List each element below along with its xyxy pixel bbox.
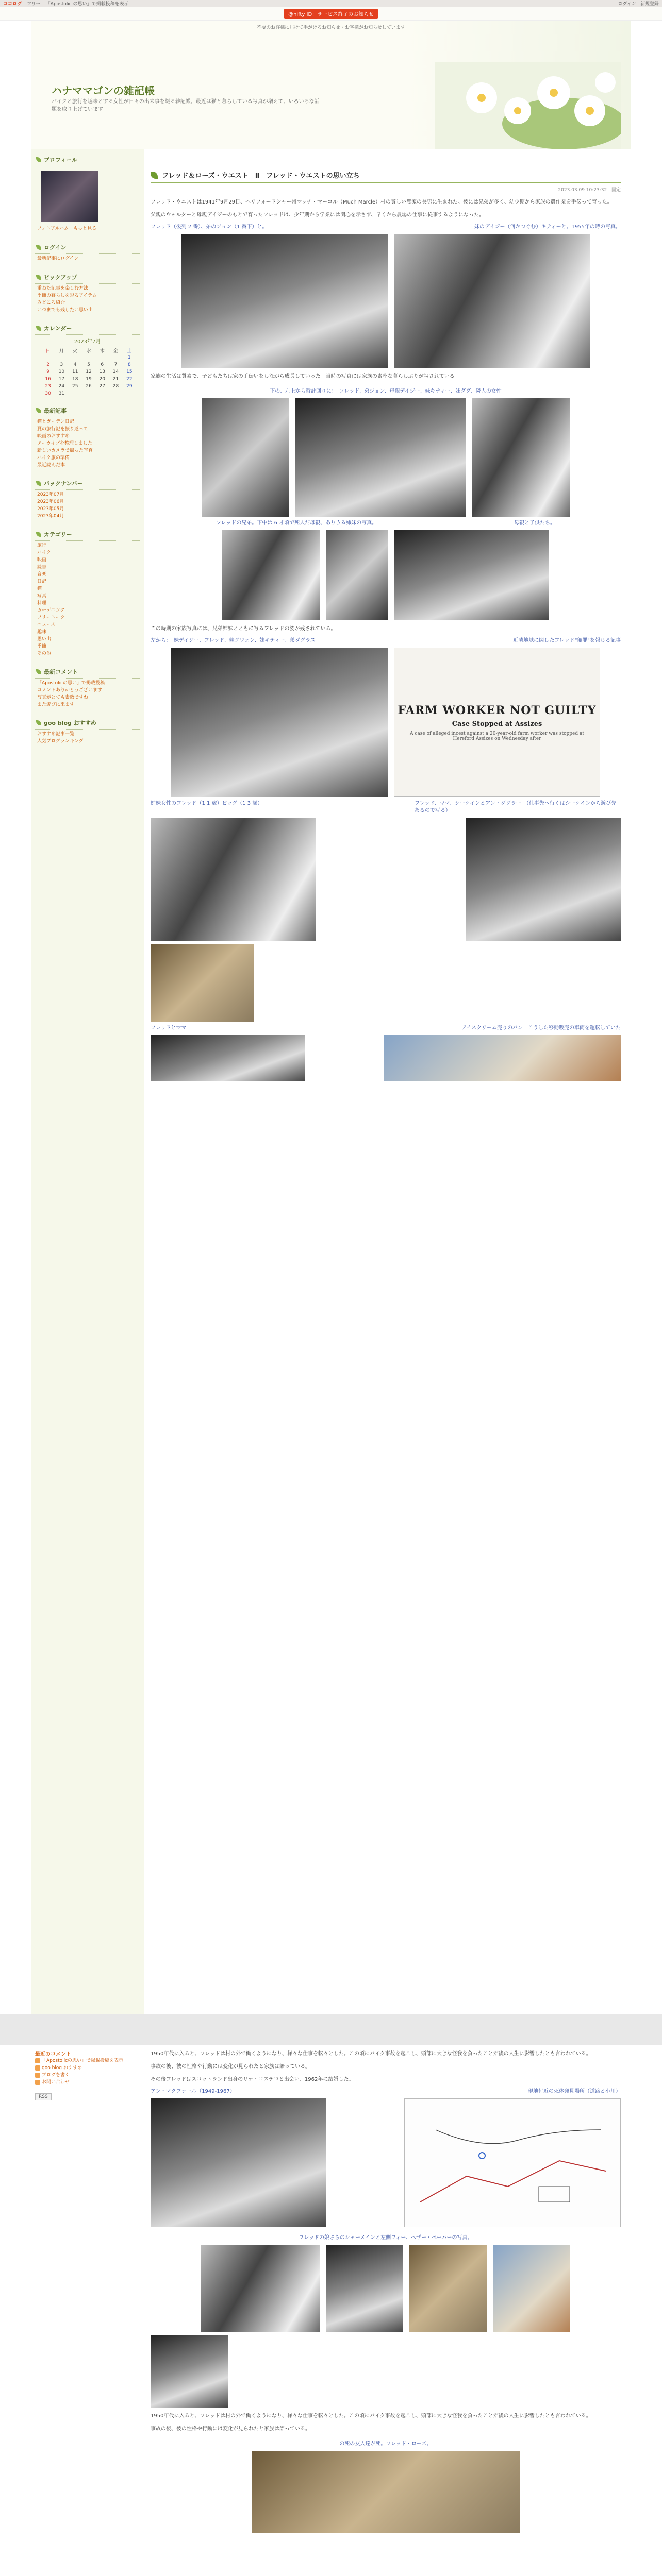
goo-item[interactable]: おすすめ記事一覧 — [37, 732, 75, 737]
photo-caption: アン・マクファール（1949-1967） — [151, 2089, 235, 2094]
lower-link[interactable]: ブログを書く — [35, 2072, 140, 2079]
family-photo[interactable] — [171, 648, 388, 797]
comment-item[interactable]: コメントありがとうございます — [37, 688, 103, 693]
calendar-day — [82, 390, 95, 397]
family-photo[interactable] — [466, 818, 621, 941]
calendar-day: 4 — [73, 362, 77, 367]
photo-row — [151, 944, 621, 1022]
topbar-item[interactable]: 「Apostolic の思い」で掲載投稿を表示 — [45, 2, 129, 7]
family-photo[interactable] — [252, 2451, 520, 2533]
calendar-day — [69, 390, 82, 397]
post-paragraph: 家族の生活は質素で、子どもたちは家の手伝いをしながら成長していった。当時の写真には家族の素朴な暮らしぶりが写されている。 — [151, 374, 460, 379]
calendar-day — [55, 354, 68, 361]
photo-caption: 下の、左上から時計回りに： フレッド、弟ジョン、母親デイジー、妹キティー、妹ダグ、隣人の女性 — [270, 388, 502, 394]
category-item[interactable]: 料理 — [37, 601, 47, 606]
recent-item[interactable]: 映画のおすすめ — [37, 434, 70, 439]
weekday: 金 — [113, 348, 119, 354]
main-content — [151, 149, 621, 1084]
comment-item[interactable]: 写真がとても素敵ですね — [37, 695, 89, 700]
calendar-day: 14 — [112, 369, 119, 375]
leaf-icon — [36, 157, 41, 162]
leaf-icon — [36, 669, 41, 674]
signup-link[interactable]: 新規登録 — [640, 2, 659, 7]
category-item[interactable]: 音楽 — [37, 572, 47, 577]
family-photo[interactable] — [181, 234, 388, 368]
backnumber-item[interactable]: 2023年06月 — [37, 499, 64, 504]
recent-item[interactable]: 夏の旅行記を振り返って — [37, 427, 89, 432]
post-paragraph: この時期の家族写真には、兄弟姉妹とともに写るフレッドの姿が残されている。 — [151, 626, 336, 632]
calendar-day: 28 — [112, 384, 119, 389]
category-item[interactable]: 日記 — [37, 579, 47, 584]
photo-row — [151, 800, 621, 815]
calendar-day: 27 — [99, 384, 105, 389]
blog-header — [31, 21, 631, 149]
calendar-day: 18 — [72, 377, 78, 382]
leaf-icon — [151, 172, 158, 179]
calendar-month: 2023年7月 — [74, 339, 101, 345]
calendar-day — [69, 354, 82, 361]
comment-item[interactable]: また遊びに来ます — [37, 702, 75, 707]
leaf-icon — [36, 245, 41, 250]
leaf-icon — [36, 532, 41, 537]
calendar-day: 5 — [87, 362, 90, 367]
weekday: 月 — [59, 348, 64, 354]
photo-row — [151, 2088, 621, 2095]
site-logo[interactable]: ココログ — [3, 2, 22, 7]
post-meta: 2023.03.09 10:23:32 | 固定 — [558, 188, 621, 193]
notice-button[interactable]: @nifty ID：サービス終了のお知らせ — [284, 9, 378, 19]
comment-item[interactable]: 「Apostolicの思い」で掲載投稿 — [37, 681, 105, 686]
lower-link[interactable]: goo blog おすすめ — [35, 2064, 140, 2072]
photo-row — [151, 2451, 621, 2533]
post-paragraph: 父親のウォルターと母親デイジーのもとで育ったフレッドは、少年期から学業には関心を示さず、早くから農場の仕事に従事するようになった。 — [151, 212, 485, 218]
recent-section — [35, 404, 140, 470]
category-item[interactable]: バイク — [37, 550, 51, 555]
lower-comments — [35, 2049, 140, 2086]
backnumber-heading: バックナンバー — [35, 477, 140, 490]
comments-section — [35, 666, 140, 709]
pick-item[interactable]: 重ねた記事を楽しむ方法 — [37, 286, 89, 291]
family-photo[interactable] — [151, 944, 254, 1022]
child-photo[interactable] — [151, 2335, 228, 2408]
calendar-day: 9 — [46, 369, 49, 375]
login-link[interactable]: ログイン — [618, 2, 636, 7]
screenshot-divider — [0, 2014, 662, 2045]
profile-section: プロフィール フォトアルバム | もっと見る — [35, 154, 140, 234]
header-flower-image — [435, 62, 621, 149]
category-item[interactable]: フリートーク — [37, 615, 65, 620]
blog-title[interactable]: ハナママゴンの雑記帳 — [52, 84, 155, 97]
weekday: 火 — [73, 348, 78, 354]
photo-caption: の死の友人達が死。フレッド・ローズ。 — [339, 2441, 432, 2447]
category-item[interactable]: ニュース — [37, 622, 56, 628]
calendar-day: 25 — [72, 384, 78, 389]
sidebar — [31, 149, 144, 2014]
calendar-day: 3 — [60, 362, 63, 367]
comment-icon — [35, 2065, 40, 2071]
photo-caption: 近隣地域に関したフレッド"無罪"を報じる記事 — [513, 638, 621, 643]
weekday: 土 — [127, 348, 132, 354]
page — [0, 21, 662, 2576]
comment-icon — [35, 2073, 40, 2078]
calendar-day: 1 — [127, 355, 131, 360]
calendar-day — [41, 354, 55, 361]
photo-caption: 妹のデイジー（何かつぐむ）キティーと。1955年の時の写真。 — [474, 224, 621, 230]
calendar-day — [95, 390, 109, 397]
rss-button[interactable]: RSS — [35, 2093, 52, 2100]
calendar-day: 23 — [45, 384, 51, 389]
family-photo[interactable] — [394, 234, 590, 368]
family-photo[interactable] — [151, 1035, 305, 1081]
pick-item[interactable]: みどころ紹介 — [37, 300, 65, 306]
category-item[interactable]: 映画 — [37, 557, 47, 563]
family-photo[interactable] — [295, 398, 466, 517]
calendar-day: 16 — [45, 377, 51, 382]
calendar-day: 10 — [58, 369, 65, 375]
leaf-icon — [36, 326, 41, 331]
notice-bar — [0, 7, 662, 21]
blog-description: バイクと旅行を趣味とする女性が日々の出来事を綴る雑記帳。最近は猫と暮らしている写真が増えて、いろいろな話題を取り上げています — [52, 99, 320, 112]
calendar-day: 12 — [86, 369, 92, 375]
leaf-icon — [36, 720, 41, 725]
calendar-day — [123, 390, 136, 397]
backnumber-item[interactable]: 2023年05月 — [37, 506, 64, 512]
login-section — [35, 241, 140, 264]
post-paragraph: フレッド・ウエストは1941年9月29日、ヘリフォードシャー州マッチ・マーコル（Much Marcle）村の貧しい農家の長男に生まれた。彼には兄弟が多く、幼少期から家族の農作業を手伝って育った。 — [151, 199, 613, 205]
top-bar — [0, 0, 662, 7]
weekday: 日 — [45, 348, 51, 354]
family-photo[interactable] — [151, 818, 316, 941]
lower-main — [151, 2045, 621, 2536]
categories-section — [35, 528, 140, 658]
photo-row — [151, 234, 621, 368]
category-item[interactable]: 写真 — [37, 594, 47, 599]
topbar-item[interactable]: フリー — [27, 2, 41, 7]
weekday: 水 — [86, 348, 91, 354]
lower-link[interactable]: 「Apostolicの思い」で掲載投稿を表示 — [35, 2057, 140, 2064]
recent-item[interactable]: バイク旅の準備 — [37, 455, 70, 461]
post-paragraph: 1950年代に入ると、フレッドは村の外で働くようになり、様々な仕事を転々とした。この頃にバイク事故を起こし、頭部に大きな怪我を負ったことが後の人生に影響したとも言われている。 — [151, 2051, 591, 2057]
profile-image[interactable] — [41, 171, 98, 222]
category-item[interactable]: 猫 — [37, 586, 42, 591]
post-paragraph: その後フレッドはスコットランド出身のリナ・コステロと出会い、1962年に結婚した。 — [151, 2077, 354, 2082]
calendar-day: 6 — [101, 362, 104, 367]
photo-caption: フレッド、ママ、シーケインとアン・ダグラー （仕事先へ行くはシーケインから遊び先あるので写る） — [415, 801, 617, 814]
calendar-day: 30 — [45, 391, 51, 396]
photo-row — [151, 530, 621, 620]
news-clipping-image[interactable] — [394, 648, 600, 797]
anne-photo[interactable] — [151, 2098, 326, 2227]
photo-caption: フレッドの娘さらのシャーメインと左側フィー、ヘザー・ペーパーの写真。 — [299, 2235, 473, 2241]
lower-link[interactable]: お問い合わせ — [35, 2079, 140, 2086]
backnumber-item[interactable]: 2023年07月 — [37, 492, 64, 497]
calendar-day: 19 — [86, 377, 92, 382]
goo-item[interactable]: 人気ブログランキング — [37, 739, 84, 744]
lower-comments-heading: 最近のコメント — [35, 2052, 71, 2057]
photo-caption: フレッドの兄弟。下中は 6 才頃で死人だ母親、ありうる姉妹の写真。 — [216, 520, 377, 526]
calendar-day — [82, 354, 95, 361]
calendar-heading: カレンダー — [35, 322, 140, 335]
news-subhead: Case Stopped at Assizes — [452, 720, 542, 728]
picks-section — [35, 271, 140, 315]
backnumber-item[interactable]: 2023年04月 — [37, 514, 64, 519]
category-item[interactable]: その他 — [37, 651, 52, 656]
news-headline: FARM WORKER NOT GUILTY — [398, 703, 597, 717]
calendar-day: 21 — [112, 377, 119, 382]
family-photo[interactable] — [202, 398, 289, 517]
goo-section — [35, 717, 140, 746]
photo-caption: 現地付近の死体発見場所（道路と小川） — [528, 2089, 621, 2094]
calendar-day: 11 — [72, 369, 78, 375]
photo-row — [151, 520, 621, 527]
comments-heading: 最新コメント — [35, 666, 140, 679]
calendar-day: 22 — [126, 377, 133, 382]
weekday: 木 — [100, 348, 105, 354]
pick-item[interactable]: いつまでも残したい思い出 — [37, 308, 93, 313]
categories-heading: カテゴリー — [35, 528, 140, 541]
lower-section — [31, 2045, 631, 2576]
calendar-day: 7 — [114, 362, 118, 367]
calendar-table — [41, 347, 136, 397]
child-photo[interactable] — [201, 2245, 320, 2332]
more-link[interactable]: もっと見る — [73, 226, 97, 231]
photo-caption: アイスクリーム売りのバン こうした移動販売の車両を運転していた — [461, 1025, 621, 1031]
pick-item[interactable]: 季節の暮らしを彩るアイテム — [37, 293, 97, 298]
photo-row — [151, 2335, 621, 2408]
family-photo[interactable] — [472, 398, 570, 517]
photo-row — [151, 2098, 621, 2227]
leaf-icon — [36, 275, 41, 280]
calendar-day — [109, 354, 122, 361]
photo-row — [151, 637, 621, 645]
calendar-day — [95, 354, 109, 361]
calendar-day: 24 — [58, 384, 65, 389]
category-item[interactable]: 趣味 — [37, 630, 47, 635]
calendar-day: 8 — [127, 362, 131, 367]
calendar-day: 31 — [58, 391, 65, 396]
category-item[interactable]: 季節 — [37, 644, 47, 649]
map-drawing — [405, 2099, 621, 2228]
lower-sidebar — [31, 2045, 144, 2293]
photo-caption: 母親と子供たち。 — [514, 520, 556, 526]
post-header — [151, 170, 621, 183]
picks-heading: ピックアップ — [35, 271, 140, 284]
photo-row — [151, 818, 621, 941]
map-image[interactable] — [404, 2098, 621, 2227]
photo-caption: フレッドとママ — [151, 1025, 187, 1031]
category-item[interactable]: ガーデニング — [37, 608, 65, 613]
photo-caption: 姉妹女性のフレッド（1 1 歳）ビッグ（1 3 歳） — [151, 801, 263, 806]
post-paragraph: 事故の後、彼の性格や行動には変化が見られたと家族は語っている。 — [151, 2426, 310, 2432]
calendar-day: 26 — [86, 384, 92, 389]
photo-row — [151, 648, 621, 797]
goo-heading: goo blog おすすめ — [35, 717, 140, 730]
photo-caption: 左から： 妹デイジー、フレッド、妹グウェン、妹キティー、弟ダグラス — [151, 638, 316, 643]
login-heading: ログイン — [35, 241, 140, 254]
news-text: A case of alleged incest against a 20-year-old farm worker was stopped at Hereford Assizes on Wednesday after — [410, 731, 584, 741]
recent-item[interactable]: アーカイブを整理しました — [37, 441, 93, 446]
photo-row — [151, 2245, 621, 2332]
photo-album-link[interactable]: フォトアルバム — [37, 226, 69, 231]
photo-caption: フレッド（後列 2 番）、弟のジョン（1 番下）と。 — [151, 224, 268, 230]
recent-heading: 最新記事 — [35, 404, 140, 417]
comment-icon — [35, 2058, 40, 2063]
photo-row — [151, 398, 621, 517]
family-photo[interactable] — [222, 530, 320, 620]
header-notice: 不要のお客様に届けて手がけるお知らせ・お客様がお知らせしています — [257, 25, 405, 30]
child-photo[interactable] — [409, 2245, 487, 2332]
calendar-day: 13 — [99, 369, 105, 375]
calendar-day — [109, 390, 122, 397]
category-item[interactable]: 旅行 — [37, 543, 47, 548]
family-photo[interactable] — [394, 530, 549, 620]
photo-row — [151, 1035, 621, 1081]
post-title[interactable]: フレッド＆ローズ・ウエスト Ⅱ フレッド・ウエストの思い立ち — [162, 172, 360, 180]
calendar-day: 20 — [99, 377, 105, 382]
child-photo[interactable] — [493, 2245, 570, 2332]
family-photo[interactable] — [326, 530, 388, 620]
calendar-day: 15 — [126, 369, 133, 375]
recent-item[interactable]: 新しいカメラで撮った写真 — [37, 448, 93, 453]
photo-row — [151, 224, 621, 231]
backnumber-section — [35, 477, 140, 521]
leaf-icon — [36, 481, 41, 486]
login-link[interactable]: 最新記事にログイン — [37, 256, 79, 261]
recent-item[interactable]: 猫とガーデン日記 — [37, 419, 74, 425]
child-photo[interactable] — [326, 2245, 403, 2332]
leaf-icon — [36, 408, 41, 413]
post-paragraph: 事故の後、彼の性格や行動には変化が見られたと家族は語っている。 — [151, 2064, 310, 2070]
calendar-day: 2 — [46, 362, 49, 367]
recent-item[interactable]: 最近読んだ本 — [37, 463, 65, 468]
category-item[interactable]: 読書 — [37, 565, 47, 570]
calendar-section — [35, 322, 140, 397]
calendar-day: 29 — [126, 384, 133, 389]
comment-icon — [35, 2080, 40, 2085]
icecream-van-photo[interactable] — [384, 1035, 621, 1081]
photo-row — [151, 1025, 621, 1032]
category-item[interactable]: 思い出 — [37, 637, 52, 642]
profile-heading: プロフィール — [35, 154, 140, 166]
calendar-day: 17 — [58, 377, 65, 382]
post-paragraph: 1950年代に入ると、フレッドは村の外で働くようになり、様々な仕事を転々とした。この頃にバイク事故を起こし、頭部に大きな怪我を負ったことが後の人生に影響したとも言われている。 — [151, 2413, 591, 2419]
